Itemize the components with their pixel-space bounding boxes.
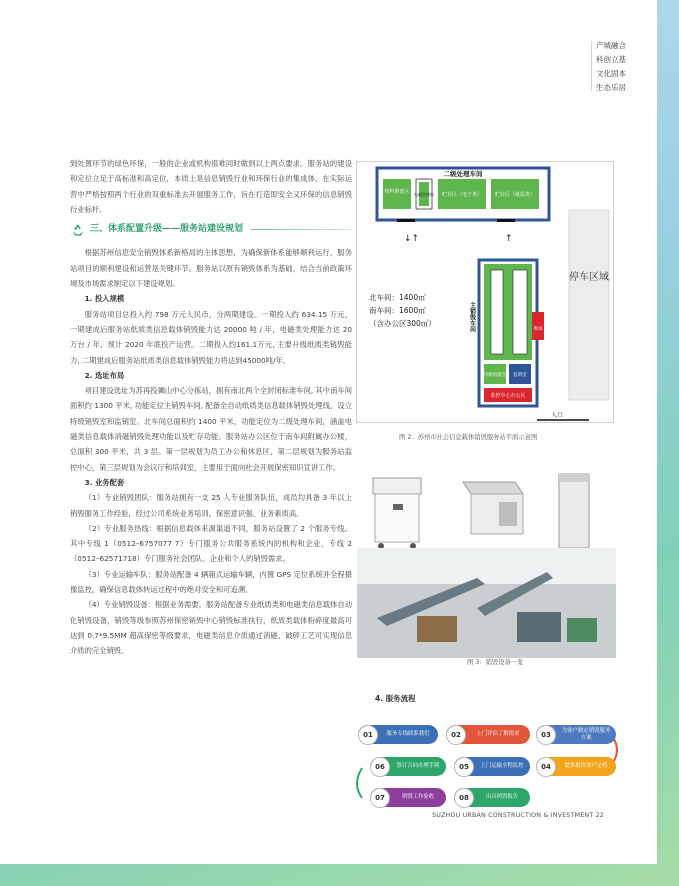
tower-shredder-photo <box>545 466 603 552</box>
parking-label: 停车区域 <box>569 272 609 283</box>
subsection-title: 3. 业务配套 <box>84 477 125 487</box>
room-label: 贮存区（纸质类） <box>494 192 536 198</box>
section-intro: 根据苏州信息安全销毁体系新格局的主体思想，为确保新体系能够顺利运行，服务站项目的顺利建设和运营是关键环节。服务站以原有销毁体系为基础，结合当前政策环境及市场需求制定以下建设规划。 <box>70 248 352 289</box>
step-text: 上门评估了解需求 <box>476 731 520 737</box>
plan-note: 南车间：1600㎡ <box>369 306 426 315</box>
door <box>497 219 515 222</box>
production-line-graphic <box>357 548 616 658</box>
floor-plan-svg <box>357 162 615 424</box>
subsection-paragraph: 服务站项目总投入约 798 万元人民币，分两期建设。一期投入约 634.15 万元，一期建成后服务站纸质类信息载体销毁能力达 20000 吨 / 年，电磁类处理能力达 20 万台 / 年，预计 2020 年底投产运营。二期投入约161.1万元, 主要升级纸质类销毁能力, 二期建成后服务站纸质类信息载体销毁能力将达到45000吨/年。 <box>70 309 352 365</box>
tag-line: 文化固本 <box>596 69 626 78</box>
south-workshop-title: 主销毁车间 <box>468 302 476 332</box>
flow-step <box>370 788 446 807</box>
step-text: 服务专线联系我们 <box>386 731 430 737</box>
conveyor-line <box>513 270 527 354</box>
subsection-paragraph: （2）专业服务热线：根据信息载体来源渠道不同，服务站设置了 2 个服务专线。其中专线 1（0512–6757077 7）专门服务公共服务系统内的机构和企业，专线 2（0512–62571718）专门服务社会团队、企业和个人的销毁需求。 <box>70 523 352 564</box>
section-heading <box>70 222 352 237</box>
plan-note: （含办公区300㎡） <box>369 319 436 328</box>
step-number: 03 <box>536 725 556 745</box>
step-text: 为客户制定销毁服务方案 <box>561 727 611 741</box>
room-label: 物料堆放区 <box>384 189 410 195</box>
subsection-paragraph: 项目建设选址为苏再投狮山中心分拣站，拥有南北两个全封闭标准车间, 其中南车间面积约 1300 平米, 功能定位主销毁车间, 配备全自动纸质类信息载体销毁处理线，设立特级销毁室和监销室。北车间总面积约 1400 平米，功能定位为二级处理车间，涵盖电磁类信息载体消磁销毁处理功能以及贮存功能。服务站办公区位于南车间附属办公楼，总面积 300 平米，共 3 层。第一层规划为员工办公和休息区，第二层规划为服务站监控中心，第三层规划为会议厅和培训室，主要用于面向社会开展保密知识宣讲工作。 <box>70 386 352 472</box>
flow-step <box>454 788 530 807</box>
north-workshop-title: 二级处理车间 <box>443 170 483 178</box>
flow-step <box>446 725 530 744</box>
section-divider <box>251 229 352 230</box>
disintegrator-photo <box>453 462 531 540</box>
page-footer: SUZHOU URBAN CONSTRUCTION & INVESTMENT 22 <box>432 812 604 819</box>
tag-line: 产城融合 <box>596 41 626 50</box>
subsection-paragraph: （4）专业销毁设备：根据业务需要，服务站配备专业纸质类和电磁类信息载体自动化销毁设备，销毁等级参照苏州保密销毁中心销毁标准执行，纸质类载体粉碎度最高可达到 0.7*9.5MM 超高保密等级要求，电磁类信息介质通过消磁、破碎工艺可实现信息介质的完全销毁。 <box>70 600 352 656</box>
arrow-icon: ↑ <box>505 234 513 244</box>
step-number: 07 <box>370 788 390 808</box>
recycle-icon <box>70 223 86 237</box>
flow-step <box>358 725 438 744</box>
process-title: 4. 服务流程 <box>375 694 416 703</box>
article-text-column <box>70 156 352 659</box>
step-text: 销毁工作验收 <box>401 794 435 800</box>
figure-caption: 图 2：苏州市社会信息载体销毁服务站平面示意图 <box>399 434 538 441</box>
step-text: 出具销毁报告 <box>485 794 519 800</box>
entrance-label: 入口 <box>550 412 564 419</box>
plan-note: 北车间：1400㎡ <box>369 293 426 302</box>
production-line-photo <box>357 548 616 658</box>
parking-area <box>569 210 609 400</box>
step-text: 签订合同办理手续 <box>396 763 440 769</box>
step-number: 04 <box>536 757 556 777</box>
room-label: 特级销毁室 <box>483 373 507 378</box>
service-flow <box>350 718 620 818</box>
red-room-label: 堆场 <box>533 327 543 332</box>
figure-caption: 图 3：销毁设备一览 <box>467 659 524 666</box>
red-room <box>532 312 544 340</box>
flow-step <box>536 757 616 776</box>
room-label: 电磁类销毁 <box>414 192 434 197</box>
office-label: 监控中心办公区 <box>490 393 526 399</box>
room-label: 监销室 <box>513 373 527 378</box>
tower-shredder-graphic <box>545 466 603 552</box>
step-number: 08 <box>454 788 474 808</box>
section-title: 三、体系配置升级——服务站建设规划 <box>90 224 244 235</box>
flow-step <box>370 757 446 776</box>
tag-line: 生态乐居 <box>596 83 626 92</box>
step-number: 05 <box>454 757 474 777</box>
subsection-paragraph: （3）专业运输车队：服务站配备 4 辆箱式运输车辆，内置 GPS 定位系统并全程摄像监控，确保信息载体转运过程中的绝对安全和可追溯。 <box>70 569 352 595</box>
header-tag <box>596 39 646 95</box>
flow-step <box>454 757 530 776</box>
room-label: 贮存区（电子类） <box>441 192 483 198</box>
step-number: 06 <box>370 757 390 777</box>
step-number: 01 <box>358 725 378 745</box>
shredder-machine-graphic <box>363 470 433 550</box>
subsection-title: 2. 选址布局 <box>84 370 125 380</box>
step-text: 提供报价客户定档 <box>564 763 608 769</box>
subsection-title: 1. 投入规模 <box>84 294 125 304</box>
step-number: 02 <box>446 725 466 745</box>
intro-paragraph: 到处置环节的绿色环保，一般的企业或机构很难同时做到以上两点要求。服务站的建设和定位立足于高标准和高定位，本质上是信息销毁行业和环保行业的集成体，在实际运营中严格按照两个行业的双重标准去开展服务工作，旨在打造即安全又环保的信息销毁行业标杆。 <box>70 159 352 214</box>
arrow-icon: ↓↑ <box>404 234 420 244</box>
disintegrator-graphic <box>453 462 531 540</box>
shredder-line <box>491 270 503 354</box>
floor-plan-figure <box>356 161 614 423</box>
step-text: 上门运输全程监控 <box>480 763 524 769</box>
door <box>397 219 415 222</box>
flow-step <box>536 725 616 744</box>
subsection-paragraph: （1）专业销毁团队：服务站拥有一支 25 人专业服务队伍，成员均具备 3 年以上销毁服务工作经验，经过公司系统业务培训，保密意识强、业务素质高。 <box>70 493 352 518</box>
shredder-photo <box>363 470 433 550</box>
tag-line: 科创立基 <box>596 55 626 64</box>
